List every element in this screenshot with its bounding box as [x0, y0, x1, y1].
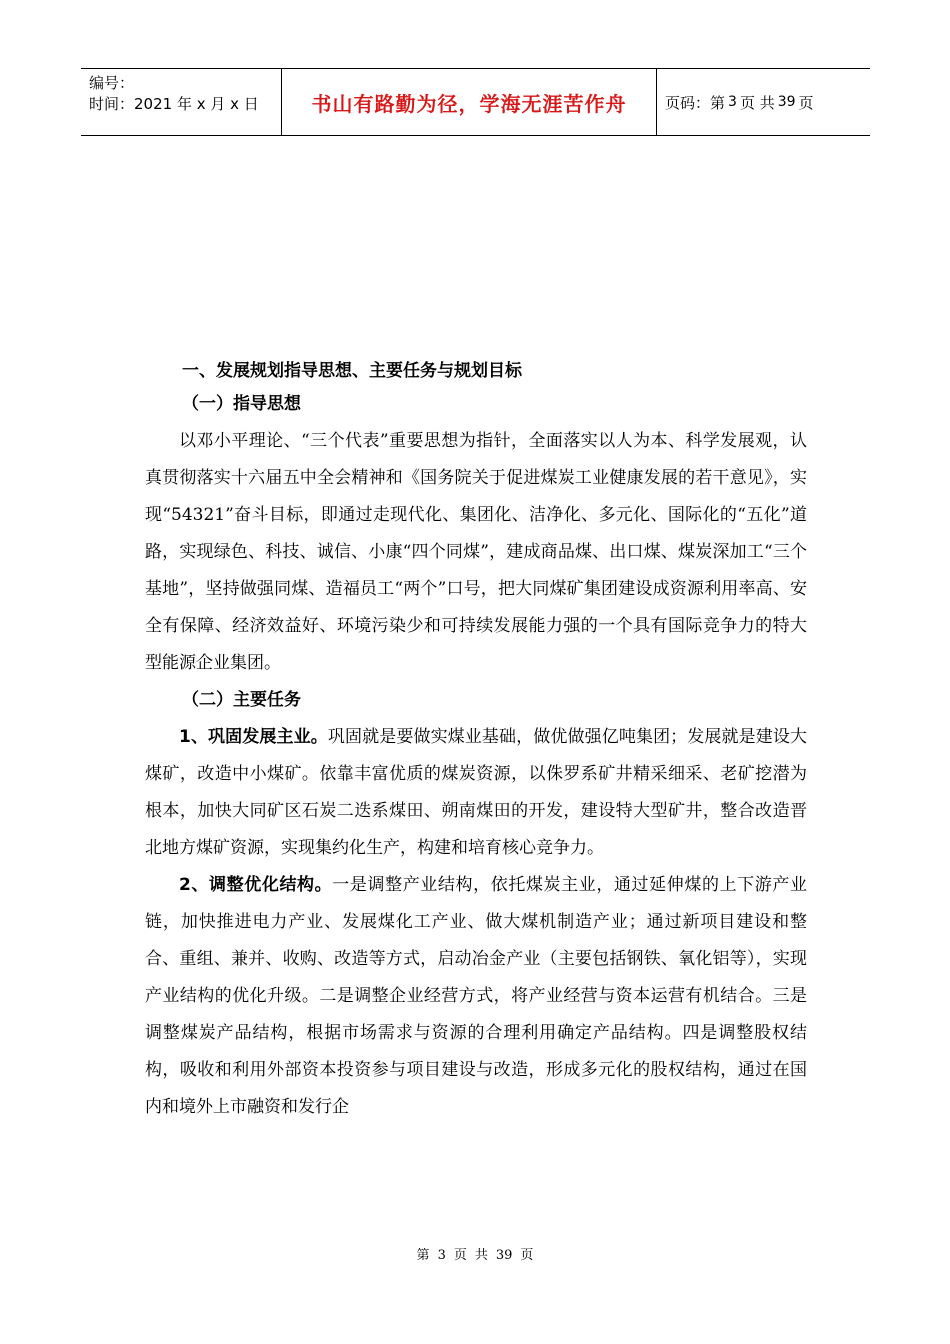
footer-mid2: 共 — [474, 1248, 488, 1263]
guiding-paragraph: 以邓小平理论、“三个代表”重要思想为指针，全面落实以人为本、科学发展观，认真贯彻落实十六届五中全会精神和《国务院关于促进煤炭工业健康发展的若干意见》，实现“54321”奋斗目标，即通过走现代化、集团化、洁净化、多元化、国际化的“五化”道路，实现绿色、科技、诚信、小康“四个同煤”，建成商品煤、出口煤、煤炭深加工“三个基地”，坚持做强同煤、造福员工“两个”口号，把大同煤矿集团建设成资源利用率高、安全有保障、经济效益好、环境污染少和可持续发展能力强的一个具有国际竞争力的特大型能源企业集团。 — [145, 431, 807, 673]
task-2-paragraph — [145, 867, 807, 1126]
task-1-paragraph — [145, 719, 807, 867]
page-suffix: 页 — [798, 93, 814, 112]
document-body — [145, 356, 807, 1126]
footer-current: 3 — [437, 1248, 446, 1263]
footer-mid1: 页 — [453, 1248, 467, 1263]
task-2-text: 一是调整产业结构，依托煤炭主业，通过延伸煤的上下游产业链，加快推进电力产业、发展煤化工产业、做大煤机制造产业；通过新项目建设和整合、重组、兼并、收购、改造等方式，启动冶金产业（主要包括钢铁、氧化铝等），实现产业结构的优化升级。二是调整企业经营方式，将产业经营与资本运营有机结合。三是调整煤炭产品结构，根据市场需求与资源的合理利用确定产品结构。四是调整股权结构，吸收和利用外部资本投资参与项目建设与改造，形成多元化的股权结构，通过在国内和境外上市融资和发行企 — [145, 875, 807, 1117]
page-footer — [0, 1244, 950, 1263]
header-meta — [81, 69, 282, 135]
section-title: 一、发展规划指导思想、主要任务与规划目标 — [182, 361, 522, 381]
task-1-text: 巩固就是要做实煤业基础，做优做强亿吨集团；发展就是建设大煤矿，改造中小煤矿。依靠丰富优质的煤炭资源，以侏罗系矿井精采细采、老矿挖潜为根本，加快大同矿区石炭二迭系煤田、朔南煤田的开发，建设特大型矿井，整合改造晋北地方煤矿资源，实现集约化生产，构建和培育核心竞争力。 — [145, 727, 807, 858]
footer-suffix: 页 — [520, 1248, 534, 1263]
footer-prefix: 第 — [416, 1248, 430, 1263]
footer-total: 39 — [495, 1248, 513, 1263]
subsection-guiding-title: （一）指导思想 — [182, 394, 301, 414]
page-mid: 页 共 — [739, 93, 775, 112]
serial-label: 编号： — [89, 74, 135, 92]
task-2-lead: 2、调整优化结构。 — [179, 875, 333, 895]
header-page-info — [657, 69, 870, 135]
page-prefix: 页码：第 — [665, 93, 726, 112]
page-current: 3 — [728, 94, 737, 110]
time-label: 时间：2021 年 x 月 x 日 — [89, 95, 259, 113]
page-total: 39 — [777, 94, 796, 110]
task-1-lead: 1、巩固发展主业。 — [179, 727, 328, 747]
subsection-tasks-title: （二）主要任务 — [182, 690, 301, 710]
header-motto: 书山有路勤为径，学海无涯苦作舟 — [282, 69, 657, 135]
document-header — [81, 68, 870, 136]
